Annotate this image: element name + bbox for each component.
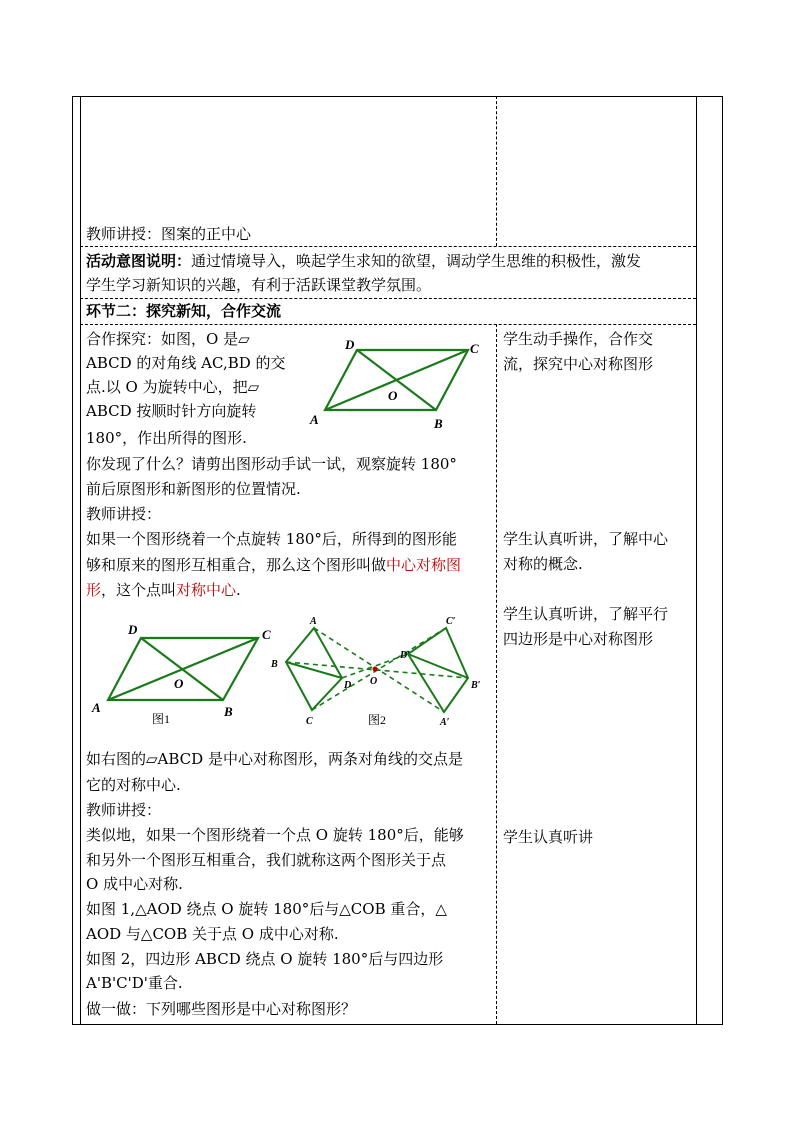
student-activity-1a: 学生动手操作，合作交 (503, 330, 654, 348)
explore-line-1: 合作探究：如图，O 是▱ (86, 330, 250, 348)
fig1-label-d: D (128, 622, 138, 637)
label-d: D (345, 337, 355, 352)
after-teacher-label: 教师讲授： (86, 801, 162, 819)
intro-teacher-label: 教师讲授： (86, 225, 162, 243)
after-line-6: 如图 1,△AOD 绕点 O 旋转 180°后与△COB 重合，△ (86, 900, 447, 918)
fig1-label-b: B (224, 704, 233, 719)
student-activity-3b: 四边形是中心对称图形 (503, 630, 654, 648)
fig1-label-c: C (262, 627, 271, 642)
label-c: C (470, 341, 479, 356)
label-b: B (434, 416, 443, 431)
intro-teacher-text: 图案的正中心 (161, 225, 252, 243)
fig2-center-point (373, 667, 378, 672)
explore-line-4: ABCD 按顺时针方向旋转 (86, 402, 257, 420)
definition-line-2 (86, 553, 461, 577)
fig1-caption: 图1 (152, 712, 171, 726)
fig2-label-c: C (306, 716, 313, 727)
figure-2 (268, 612, 494, 730)
activity-label: 活动意图说明： (86, 252, 192, 270)
after-line-4: 和另外一个图形互相重合，我们就称这两个图形关于点 (86, 851, 447, 869)
fig2-label-a: A (310, 616, 317, 627)
activity-line-1 (86, 249, 641, 273)
term-center-symmetric: 中心对称图 (386, 556, 462, 574)
figure-1 (88, 618, 288, 728)
student-activity-4: 学生认真听讲 (503, 828, 594, 846)
after-line-1: 如右图的▱ABCD 是中心对称图形，两条对角线的交点是 (86, 750, 463, 768)
explore-line-3: 点.以 O 为旋转中心，把▱ (86, 378, 260, 396)
question-line-2: 前后原图形和新图形的位置情况. (86, 480, 301, 498)
explore-line-5: 180°，作出所得的图形. (86, 429, 247, 447)
fig2-label-o: O (370, 676, 378, 687)
fig2-label-c-prime: C′ (446, 616, 456, 627)
table-left-border (72, 96, 73, 1025)
fig2-label-b: B (271, 659, 278, 670)
student-activity-3a: 学生认真听讲，了解平行 (503, 605, 669, 623)
student-activity-2a: 学生认真听讲，了解中心 (503, 530, 669, 548)
row-divider-3 (80, 324, 696, 325)
label-a: A (310, 412, 319, 427)
fig1-label-o: O (174, 676, 184, 691)
section2-title: 环节二：探究新知，合作交流 (86, 302, 282, 320)
activity-line-2: 学生学习新知识的兴趣，有利于活跃课堂教学氛围。 (86, 276, 432, 294)
after-line-9: A'B'C'D'重合. (86, 974, 183, 992)
after-line-7: AOD 与△COB 关于点 O 成中心对称. (86, 925, 339, 943)
fig2-label-d-prime: D′ (400, 650, 411, 661)
fig2-label-d: D (344, 680, 352, 691)
after-line-3: 类似地，如果一个图形绕着一个点 O 旋转 180°后，能够 (86, 826, 464, 844)
definition-line-3 (86, 578, 241, 602)
fig2-caption: 图2 (368, 713, 387, 727)
intro-teacher-line (86, 222, 251, 246)
table-bottom-border (72, 1024, 723, 1025)
explore-teacher-label: 教师讲授： (86, 505, 162, 523)
fig2-label-b-prime: B′ (471, 680, 481, 691)
explore-line-2: ABCD 的对角线 AC,BD 的交 (86, 354, 286, 372)
definition-end: . (236, 581, 241, 599)
question-line-1: 你发现了什么？请剪出图形动手试一试，观察旋转 180° (86, 455, 457, 473)
definition-mid: ，这个点叫 (101, 581, 177, 599)
after-line-5: O 成中心对称. (86, 875, 183, 893)
after-line-10: 做一做：下列哪些图形是中心对称图形？ (86, 1000, 357, 1018)
table-right-border (722, 96, 723, 1025)
table-top-border (72, 96, 723, 97)
activity-text: 通过情境导入，唤起学生求知的欲望，调动学生思维的积极性，激发 (191, 252, 642, 270)
student-activity-2b: 对称的概念. (503, 555, 583, 573)
after-line-8: 如图 2，四边形 ABCD 绕点 O 旋转 180°后与四边形 (86, 950, 444, 968)
student-activity-1b: 流，探究中心对称图形 (503, 355, 654, 373)
column-divider-top (496, 96, 497, 246)
table-inner-left-border (80, 96, 81, 1025)
fig2-label-a-prime: A′ (440, 717, 450, 728)
definition-text: 够和原来的图形互相重合，那么这个图形叫做 (86, 556, 387, 574)
parallelogram-figure (300, 330, 492, 434)
fig1-label-a: A (92, 700, 101, 715)
definition-line-1: 如果一个图形绕着一个点旋转 180°后，所得到的图形能 (86, 530, 457, 548)
term-center-symmetric-end: 形 (86, 581, 102, 599)
term-symmetry-center: 对称中心 (176, 581, 237, 599)
fig2-quad-a2b2c2d2 (408, 628, 468, 712)
label-o: O (388, 388, 398, 403)
row-divider-1 (80, 246, 696, 247)
after-line-2: 它的对称中心. (86, 776, 181, 794)
column-divider-bottom (496, 324, 497, 1024)
table-right-inner-border (696, 96, 697, 1025)
